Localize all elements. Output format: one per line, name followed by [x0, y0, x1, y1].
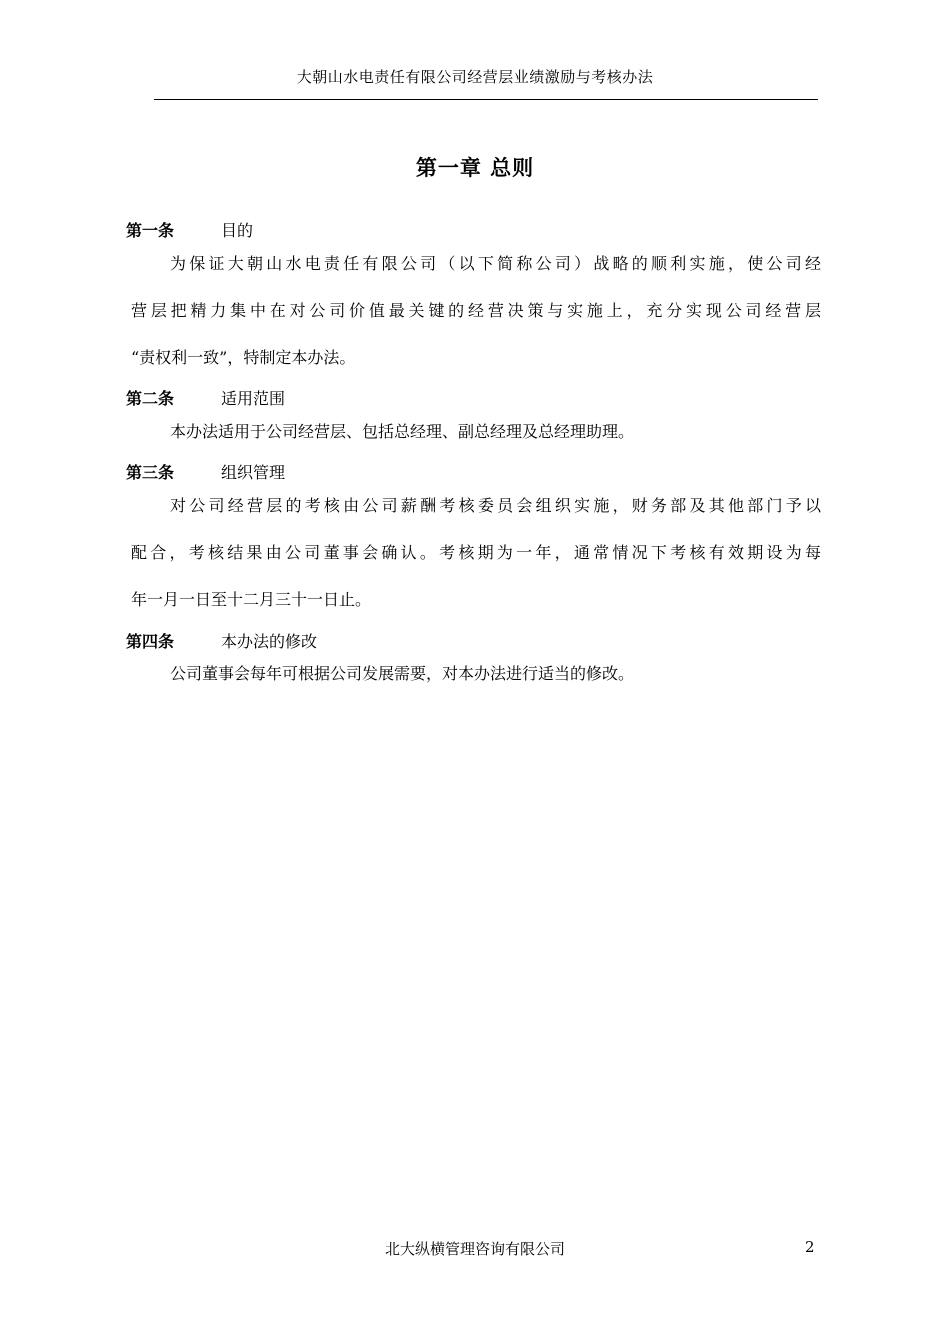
body-line: 公司董事会每年可根据公司发展需要，对本办法进行适当的修改。 [170, 664, 635, 683]
header-title: 大朝山水电责任有限公司经营层业绩激励与考核办法 [296, 68, 654, 86]
article-number: 第四条 [126, 632, 175, 651]
body-line: 对公司经营层的考核由公司薪酬考核委员会组织实施，财务部及其他部门予以 [170, 496, 821, 515]
article-number: 第三条 [126, 463, 175, 482]
article-heading [126, 462, 285, 484]
header-divider [154, 99, 818, 100]
footer-company: 北大纵横管理咨询有限公司 [384, 1240, 565, 1258]
article-heading [126, 220, 253, 242]
chapter-title: 第一章 总则 [415, 156, 535, 180]
page-number: 2 [805, 1238, 815, 1256]
article-name: 适用范围 [221, 389, 286, 408]
article-number: 第一条 [126, 221, 175, 240]
body-line: 营层把精力集中在对公司价值最关键的经营决策与实施上，充分实现公司经营层 [131, 301, 821, 320]
article-heading [126, 631, 317, 653]
article-number: 第二条 [126, 389, 175, 408]
body-line: “责权利一致”，特制定本办法。 [131, 348, 356, 367]
body-line: 配合，考核结果由公司董事会确认。考核期为一年，通常情况下考核有效期设为每 [131, 543, 821, 562]
article-name: 本办法的修改 [221, 632, 318, 651]
body-line: 本办法适用于公司经营层、包括总经理、副总经理及总经理助理。 [170, 422, 635, 441]
article-name: 组织管理 [221, 463, 286, 482]
article-heading [126, 388, 285, 410]
body-line: 年一月一日至十二月三十一日止。 [131, 590, 372, 609]
body-line: 为保证大朝山水电责任有限公司（以下简称公司）战略的顺利实施，使公司经 [170, 254, 821, 273]
article-name: 目的 [221, 221, 254, 240]
